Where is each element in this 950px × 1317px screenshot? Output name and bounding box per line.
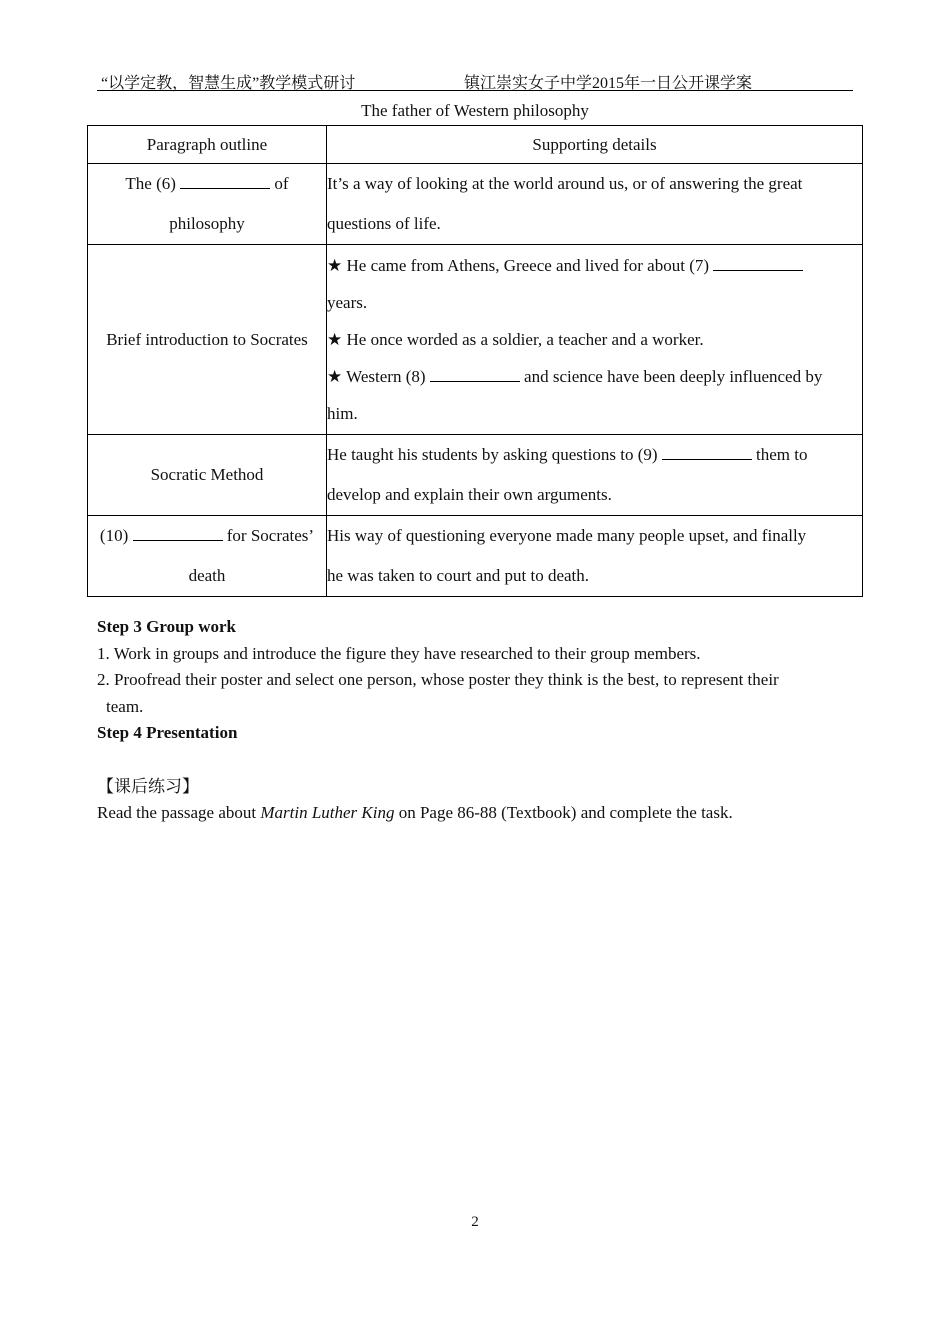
homework-heading: 【课后练习】 [97,776,199,796]
step3-item-1: 1. Work in groups and introduce the figure they have researched to their group members. [97,643,701,663]
row1-outline-text-c: philosophy [169,214,245,233]
row1-details-cell: It’s a way of looking at the world around us, or of answering the great questions of life. [327,164,863,245]
bullet3-text-b: and science have been deeply influenced by [524,367,823,386]
homework-text [97,800,837,827]
bullet2-text: ★ He once worded as a soldier, a teacher and a worker. [327,330,704,349]
header-left-title: “以学定教，智慧生成”教学模式研讨 [101,75,356,92]
bullet3-text-a: ★ Western (8) [327,367,426,386]
row4-outline-text-a: (10) [99,526,129,545]
blank-8[interactable] [430,367,520,382]
page-number: 2 [471,1214,479,1230]
table-row [88,516,863,597]
page-header [97,68,853,91]
row1-outline-text-a: The (6) [125,174,176,193]
table-title: The father of Western philosophy [361,101,589,120]
homework-text-b: on Page 86-88 (Textbook) and complete the task. [394,803,733,822]
blank-6[interactable] [180,174,270,189]
bullet-item [327,358,862,432]
bullet1-text-b: years. [327,293,368,312]
bullet-item [327,321,862,358]
row4-outline-text-c: death [188,566,226,585]
row2-outline-cell: Brief introduction to Socrates [88,245,327,435]
table-row [88,164,863,245]
row4-details-text-a: His way of questioning everyone made many people upset, and finally [327,526,807,545]
column-header-supporting-details: Supporting details [327,126,863,164]
step4-heading: Step 4 Presentation [97,723,238,742]
column-header-paragraph-outline: Paragraph outline [88,126,327,164]
table-header-row [88,126,863,164]
bullet-item [327,247,862,321]
row1-outline-text-b: of [274,174,289,193]
step3-item-2: 2. Proofread their poster and select one person, whose poster they think is the best, to represent their [97,670,779,689]
step3-heading: Step 3 Group work [97,617,237,636]
homework-text-italic: Martin Luther King [260,803,395,822]
row3-outline-cell: Socratic Method [88,435,327,516]
row3-details-text-b: them to [756,445,808,464]
outline-table [87,125,863,597]
table-row [88,435,863,516]
blank-9[interactable] [662,445,752,460]
bullet1-text-a: ★ He came from Athens, Greece and lived for about (7) [327,256,710,275]
step3-item-2-continued: team. [106,696,144,716]
body-text [97,614,837,827]
row3-details-text-a: He taught his students by asking questions to (9) [327,445,658,464]
header-right-title: 镇江崇实女子中学2015年一日公开课学案 [464,75,753,92]
row4-outline-cell [88,516,327,597]
blank-7[interactable] [713,256,803,271]
blank-10[interactable] [133,526,223,541]
row4-details-cell [327,516,863,597]
row2-details-cell [327,245,863,435]
row3-details-text-c: develop and explain their own arguments. [327,485,612,504]
homework-text-a: Read the passage about [97,803,261,822]
table-row [88,245,863,435]
bullet3-text-c: him. [327,404,358,423]
row1-outline-cell [88,164,327,245]
row4-outline-text-b: for Socrates’ [226,526,315,545]
row4-details-text-b: he was taken to court and put to death. [327,566,590,585]
spacer [97,747,837,774]
row3-details-cell [327,435,863,516]
